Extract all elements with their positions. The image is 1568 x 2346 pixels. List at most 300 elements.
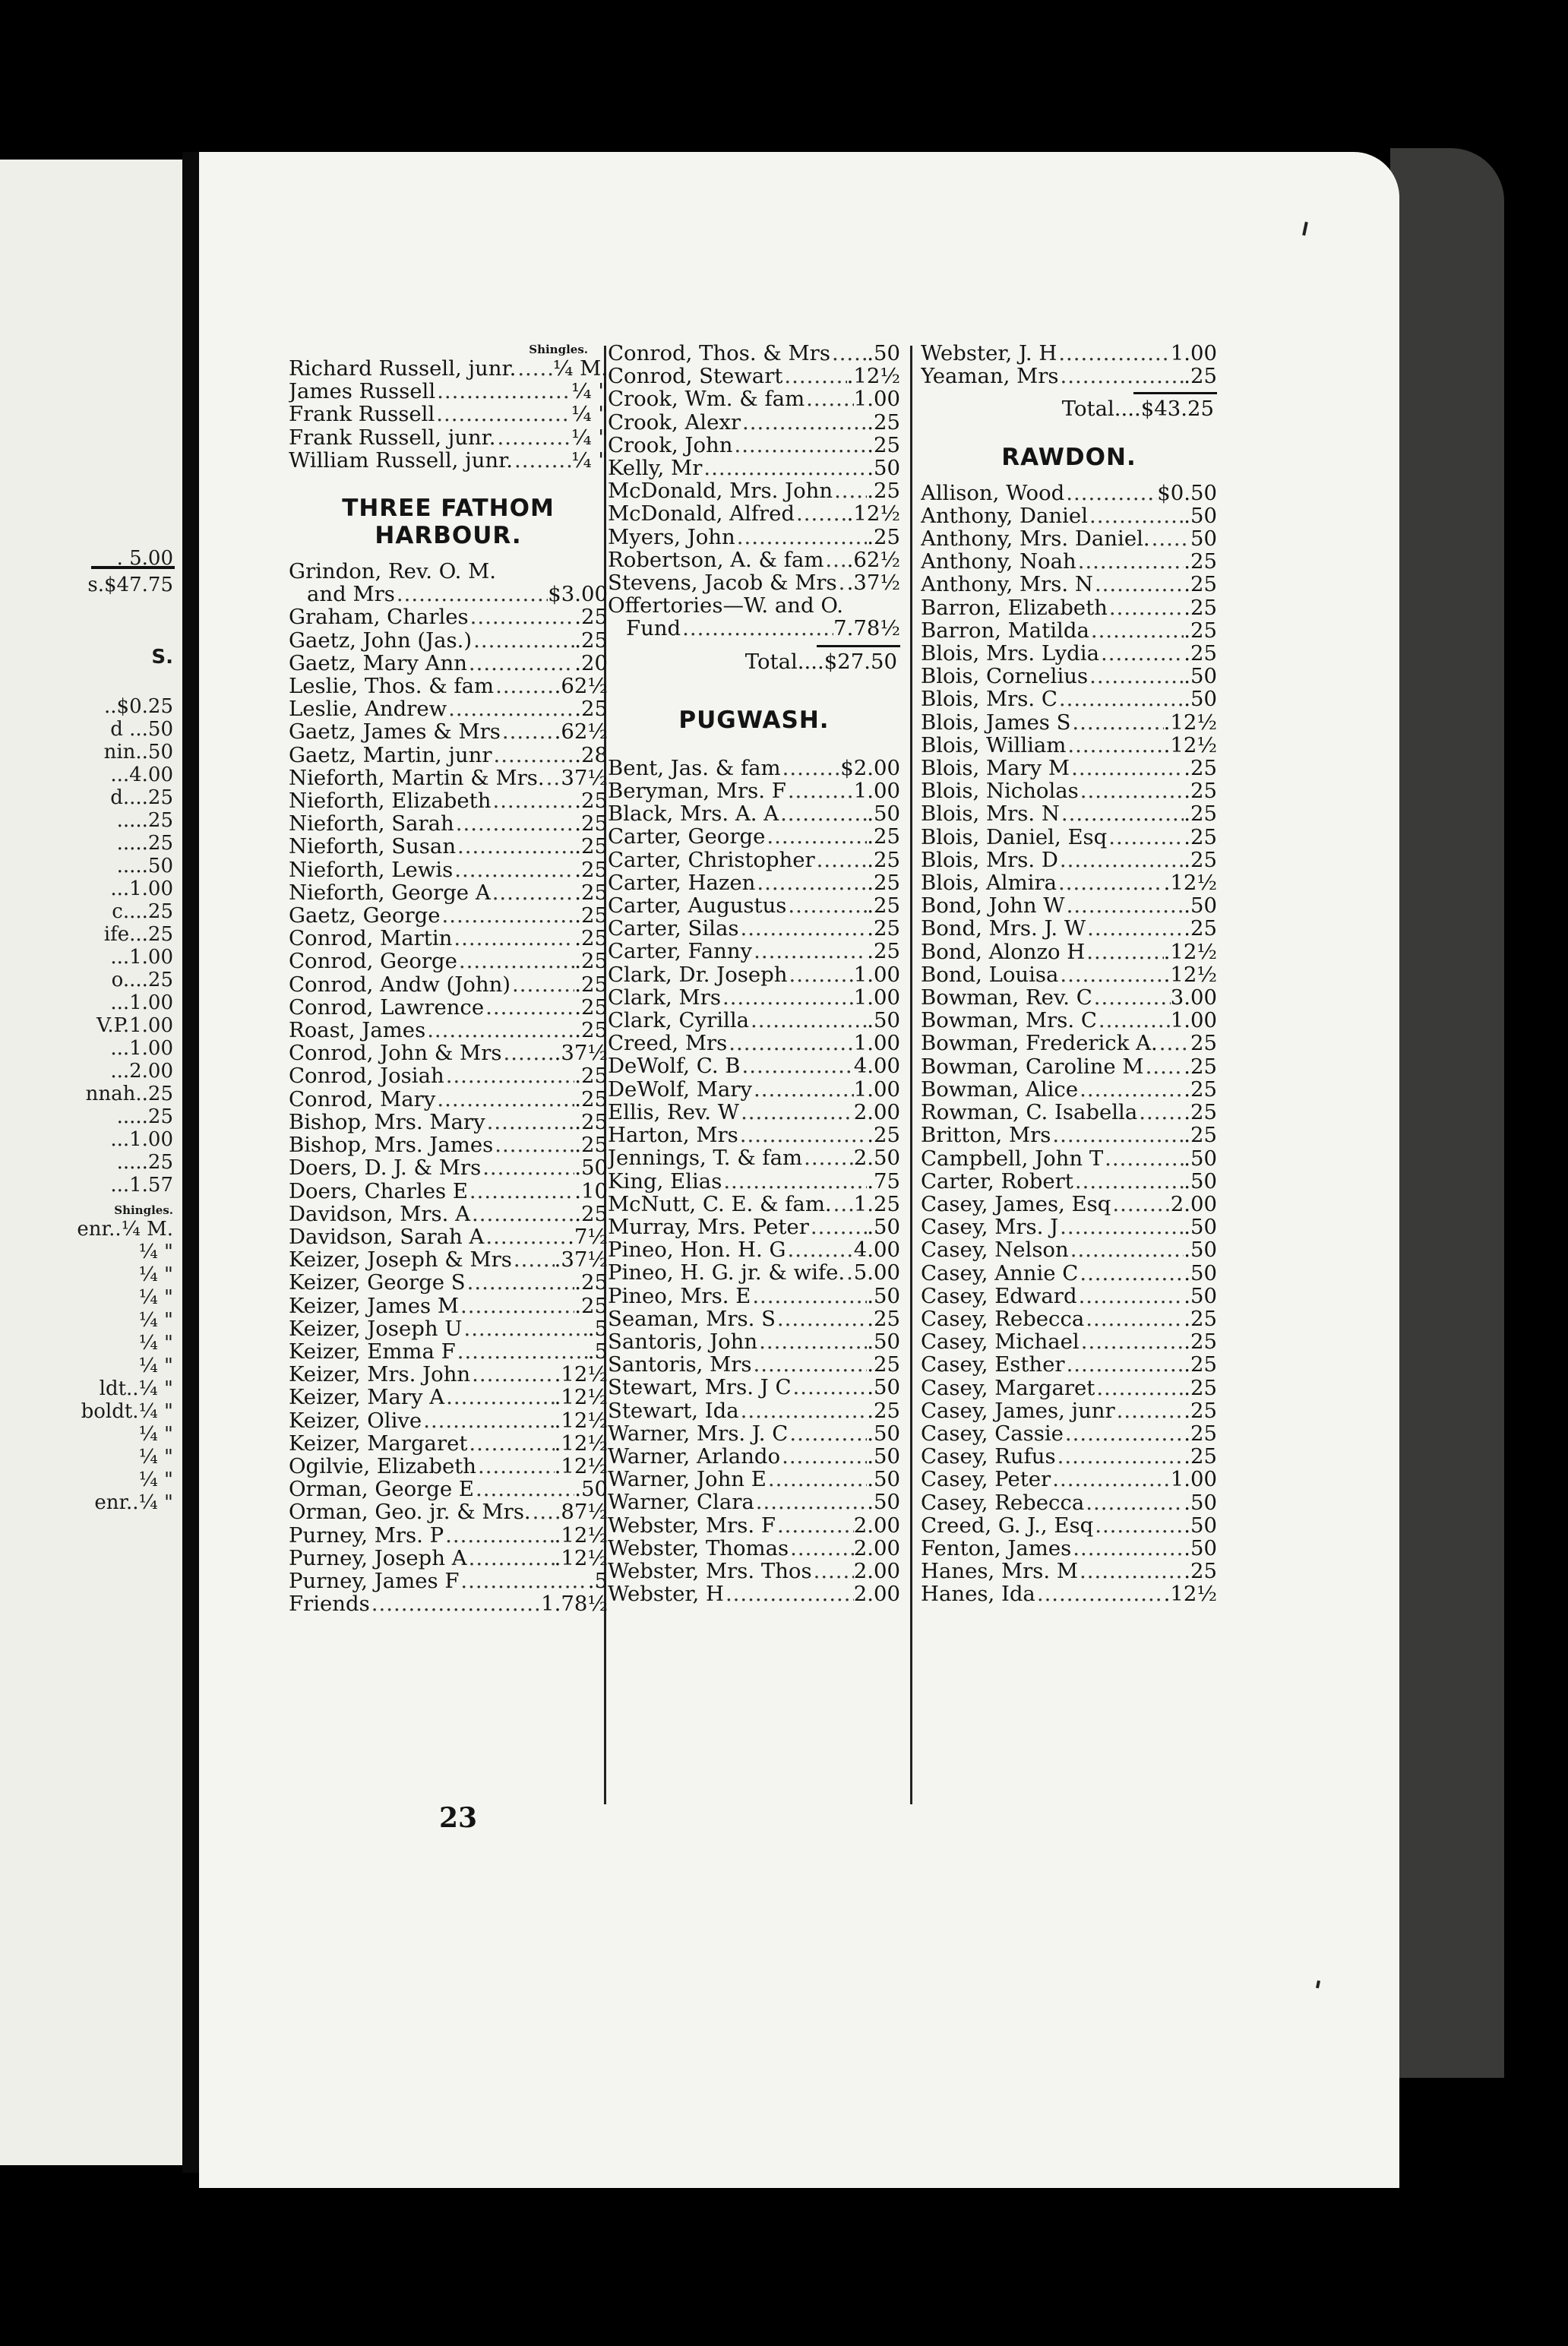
- dot-leader: [1058, 963, 1163, 986]
- entry-amount: .25: [867, 848, 900, 871]
- entry-amount: .12½: [1163, 733, 1217, 757]
- list-item: [921, 596, 1217, 619]
- list-item: [289, 1133, 608, 1156]
- list-item: [608, 1560, 900, 1582]
- fragment-line: Shingles.: [114, 1203, 173, 1217]
- list-item: [921, 734, 1217, 757]
- entry-name: Blois, Mrs. N: [921, 802, 1060, 826]
- entry-name: Jennings, T. & fam: [608, 1146, 803, 1170]
- entry-name: Murray, Mrs. Peter: [608, 1215, 809, 1239]
- fragment-line: ...1.00: [110, 1128, 173, 1151]
- list-item: [289, 697, 608, 720]
- list-item: [921, 779, 1217, 802]
- rawdon-entries: [921, 482, 1217, 1606]
- dot-leader: [833, 479, 867, 502]
- fragment-line: s.$47.75: [87, 574, 173, 596]
- dot-leader: [484, 996, 574, 1019]
- entry-name: Purney, Joseph A: [289, 1546, 467, 1570]
- entry-grindon-line1: Grindon, Rev. O. M.: [289, 560, 497, 583]
- dot-leader: [1078, 1560, 1184, 1582]
- list-item: [289, 858, 608, 881]
- list-item: [289, 1500, 608, 1523]
- dot-leader: [1064, 1422, 1184, 1445]
- entry-amount: .12½: [554, 1546, 608, 1570]
- dot-leader: [1070, 757, 1184, 779]
- entry-amount: .25: [867, 940, 900, 963]
- entry-amount: .12½: [1163, 940, 1217, 963]
- dot-leader: [512, 1248, 555, 1271]
- fragment-line: d ...50: [110, 718, 173, 741]
- entry-name: Bishop, Mrs. James: [289, 1133, 494, 1157]
- list-item: [608, 571, 900, 594]
- dot-leader: [1086, 917, 1184, 940]
- entry-name: Gaetz, George: [289, 904, 441, 928]
- entry-name: Crook, Wm. & fam: [608, 387, 805, 411]
- dot-leader: [493, 1133, 574, 1156]
- dot-leader: [757, 1330, 867, 1353]
- entry-amount: .12½: [846, 502, 900, 526]
- entry-name: Nieforth, Susan: [289, 835, 457, 858]
- dot-leader: [1035, 1582, 1164, 1605]
- entry-name: King, Elias: [608, 1169, 722, 1193]
- entry-amount: .50: [1184, 1491, 1217, 1514]
- dot-leader: [474, 1478, 574, 1500]
- dot-leader: [531, 1500, 561, 1523]
- entry-amount: .25: [1184, 802, 1217, 826]
- dot-leader: [781, 757, 841, 779]
- dot-leader: [755, 871, 867, 894]
- fragment-line: c....25: [112, 900, 173, 923]
- entry-name: Casey, Peter: [921, 1468, 1051, 1491]
- dot-leader: [444, 1524, 554, 1547]
- entry-amount: 4.00: [853, 1054, 900, 1078]
- list-item: [289, 380, 608, 403]
- fragment-line: ¼ ": [138, 1446, 173, 1469]
- entry-name: Webster, Mrs. Thos: [608, 1559, 812, 1583]
- entry-name: Blois, Mary M: [921, 757, 1070, 780]
- entry-name: Pineo, H. G. jr. & wife.: [608, 1261, 846, 1285]
- entry-name: Keizer, James M: [289, 1294, 460, 1317]
- shingles-label: Shingles.: [529, 343, 588, 356]
- list-item: [608, 1193, 900, 1216]
- dot-leader: [501, 1042, 554, 1064]
- entry-amount: 2.00: [853, 1513, 900, 1537]
- entry-amount: .50: [867, 1330, 900, 1354]
- book-cover-edge: [1390, 148, 1504, 2078]
- list-item: [289, 1180, 608, 1203]
- entry-name: Anthony, Daniel: [921, 504, 1088, 528]
- entry-amount: .25: [1184, 618, 1217, 643]
- entry-name: Carter, Silas: [608, 917, 739, 941]
- list-item: [921, 963, 1217, 986]
- list-item: [608, 1353, 900, 1376]
- entry-name: Blois, Mrs. D: [921, 848, 1058, 872]
- list-item: [608, 434, 900, 457]
- dot-leader: [752, 940, 867, 963]
- dot-leader: [765, 825, 867, 848]
- dot-leader: [837, 571, 847, 594]
- list-item: [921, 1468, 1217, 1491]
- entry-name: Keizer, Emma F: [289, 1339, 456, 1364]
- entry-name: Bowman, Alice: [921, 1077, 1079, 1102]
- entry-amount: .25: [867, 1124, 900, 1147]
- fragment-line: ...1.57: [110, 1174, 173, 1197]
- dot-leader: [1078, 1262, 1184, 1285]
- entry-amount: .25: [1184, 1054, 1217, 1078]
- list-item: [289, 1317, 608, 1340]
- list-item: [608, 365, 900, 387]
- entry-name: Blois, Daniel, Esq: [921, 825, 1108, 849]
- entry-amount: .5: [587, 1317, 608, 1340]
- section-heading-three-fathom: THREE FATHOM: [342, 495, 555, 523]
- list-item: [921, 1445, 1217, 1468]
- column2-top-entries: [608, 342, 900, 594]
- entry-name: Conrod, Martin: [289, 927, 453, 950]
- dot-leader: [786, 779, 854, 802]
- list-item: [921, 1032, 1217, 1054]
- fragment-line: .....50: [116, 855, 173, 877]
- list-item: [289, 1088, 608, 1111]
- fragment-line: o....25: [111, 969, 173, 991]
- dot-leader: [370, 1592, 541, 1615]
- list-item: [921, 894, 1217, 917]
- entry-name: Casey, Annie C: [921, 1261, 1079, 1285]
- dot-leader: [492, 744, 575, 767]
- dot-leader: [452, 927, 574, 950]
- entry-name: Harton, Mrs: [608, 1124, 738, 1147]
- list-item: [921, 711, 1217, 734]
- dot-leader: [1057, 688, 1184, 710]
- entry-name: Conrod, Josiah: [289, 1064, 444, 1088]
- fragment-line: ...1.00: [110, 1037, 173, 1060]
- entry-name: Anthony, Noah: [921, 550, 1076, 574]
- entry-name: Clark, Cyrilla: [608, 1009, 750, 1032]
- list-item: [289, 1042, 608, 1064]
- dot-leader: [457, 950, 574, 972]
- dot-leader: [1111, 1193, 1170, 1216]
- list-item: [608, 986, 900, 1009]
- fragment-line: ...4.00: [110, 764, 173, 786]
- entry-amount: .25: [867, 433, 900, 457]
- dot-leader: [739, 1399, 868, 1422]
- list-item: [608, 1032, 900, 1054]
- page-number: 23: [439, 1802, 478, 1834]
- entry-amount: .25: [1184, 1307, 1217, 1331]
- list-item: [608, 1422, 900, 1445]
- entry-name: McDonald, Mrs. John: [608, 479, 833, 503]
- list-item: [921, 1491, 1217, 1514]
- list-item: [921, 1353, 1217, 1376]
- entry-name: Casey, Edward: [921, 1284, 1077, 1307]
- dot-leader: [1088, 665, 1184, 688]
- list-item: [608, 917, 900, 940]
- dot-leader: [467, 652, 574, 675]
- entry-amount: .25: [1184, 779, 1217, 803]
- entry-amount: .25: [574, 789, 608, 813]
- entry-amount: .25: [1184, 825, 1217, 849]
- entry-name: Bowman, Mrs. C: [921, 1009, 1097, 1032]
- entry-amount: 2.00: [853, 1582, 900, 1606]
- entry-name: Crook, Alexr: [608, 410, 741, 434]
- entry-amount: .25: [574, 835, 608, 858]
- entry-amount: 1.25: [853, 1192, 900, 1216]
- dot-leader: [805, 387, 854, 410]
- entry-amount: 1.00: [853, 963, 900, 986]
- list-item: [289, 720, 608, 743]
- list-item: [921, 941, 1217, 963]
- dot-leader: [468, 1180, 574, 1203]
- entry-name: DeWolf, Mary: [608, 1077, 752, 1101]
- fragment-line: . 5.00: [116, 547, 173, 570]
- entry-amount: 3.00: [1170, 986, 1217, 1010]
- entry-name: Conrod, George: [289, 950, 457, 973]
- entry-amount: .50: [1184, 665, 1217, 688]
- entry-name: Conrod, Thos. & Mrs: [608, 342, 830, 365]
- fragment-line: ¼ ": [138, 1309, 173, 1332]
- entry-amount: .12½: [554, 1431, 608, 1455]
- dot-leader: [1060, 802, 1184, 825]
- dot-leader: [741, 1054, 854, 1077]
- list-item: [921, 1216, 1217, 1238]
- entry-amount: .12½: [1163, 963, 1217, 987]
- dot-leader: [782, 365, 846, 387]
- entry-amount: .25: [1184, 1330, 1217, 1354]
- list-item: [608, 1399, 900, 1422]
- entry-amount: .25: [1184, 1101, 1217, 1124]
- entry-amount: .12½: [554, 1523, 608, 1547]
- list-item: [608, 802, 900, 825]
- dot-leader: [845, 1261, 854, 1284]
- list-item: [608, 526, 900, 549]
- dot-leader: [732, 434, 867, 457]
- list-item: [289, 881, 608, 904]
- list-item: [289, 449, 608, 472]
- dot-leader: [435, 1088, 574, 1111]
- entry-name: Beryman, Mrs. F: [608, 779, 786, 803]
- entry-amount: .25: [574, 995, 608, 1020]
- fragment-line: ...1.00: [110, 877, 173, 900]
- entry-name: Kelly, Mr: [608, 457, 703, 480]
- list-item: [289, 835, 608, 858]
- entry-amount: ¼ M.: [552, 357, 608, 381]
- entry-amount: .50: [867, 457, 900, 480]
- entry-amount: .50: [1184, 894, 1217, 918]
- entry-amount: .50: [1184, 1261, 1217, 1285]
- dot-leader: [1073, 1170, 1184, 1193]
- dot-leader: [444, 1386, 555, 1409]
- entry-name: Conrod, Stewart: [608, 365, 783, 388]
- total-rule: [817, 645, 900, 647]
- entry-amount: $0.50: [1157, 481, 1217, 504]
- entry-name: Gaetz, John (Jas.): [289, 628, 473, 652]
- dot-leader: [1093, 573, 1184, 596]
- dot-leader: [787, 963, 853, 986]
- entry-name: Pineo, Mrs. E: [608, 1284, 751, 1307]
- dot-leader: [1059, 365, 1184, 387]
- entry-name: Rowman, C. Isabella: [921, 1101, 1138, 1124]
- dot-leader: [1051, 1468, 1171, 1491]
- entry-name: Blois, Cornelius: [921, 665, 1089, 688]
- entry-name: Barron, Elizabeth: [921, 596, 1108, 619]
- entry-name: Orman, George E: [289, 1478, 474, 1501]
- fragment-line: ¼ ": [138, 1469, 173, 1491]
- entry-amount: .37½: [554, 1248, 608, 1272]
- column-rule-2: [910, 346, 912, 1804]
- dot-leader: [1084, 1307, 1184, 1330]
- entry-name: Blois, Mrs. C: [921, 688, 1057, 711]
- list-item: [608, 1330, 900, 1353]
- dot-leader: [830, 342, 867, 365]
- list-item: [921, 1124, 1217, 1146]
- dot-leader: [751, 1285, 867, 1307]
- entry-amount: .25: [867, 894, 900, 918]
- entry-amount: .25: [1184, 848, 1217, 872]
- entry-name: James Russell: [289, 380, 436, 403]
- list-item: [289, 1203, 608, 1225]
- dot-leader: [788, 1422, 867, 1445]
- entry-amount: .50: [1184, 1284, 1217, 1307]
- dot-leader: [1058, 1216, 1184, 1238]
- list-item: [608, 549, 900, 571]
- entry-amount: 4.00: [853, 1238, 900, 1262]
- total-rule: [1133, 392, 1217, 394]
- entry-amount: .25: [574, 881, 608, 905]
- entry-name: Britton, Mrs: [921, 1124, 1051, 1147]
- entry-name: Nieforth, Elizabeth: [289, 789, 492, 813]
- list-item: [289, 1547, 608, 1570]
- list-item: [289, 1064, 608, 1087]
- entry-amount: .25: [1184, 573, 1217, 596]
- list-item: [289, 767, 608, 789]
- entry-amount: 37½: [561, 766, 608, 790]
- list-item: [289, 1386, 608, 1409]
- dot-leader: [1088, 504, 1184, 527]
- entry-amount: .62½: [846, 548, 900, 572]
- list-item: [608, 1146, 900, 1169]
- total-line: Total....$27.50: [744, 649, 897, 674]
- entry-amount: ¼ ": [571, 425, 608, 449]
- dot-leader: [824, 549, 846, 571]
- list-item: [921, 1377, 1217, 1399]
- entry-amount: .50: [867, 802, 900, 826]
- entry-name: Warner, Arlando: [608, 1444, 781, 1469]
- entry-name: Keizer, Joseph U: [289, 1317, 463, 1340]
- entry-name: Keizer, Mrs. John: [289, 1363, 471, 1386]
- entry-name: William Russell, junr.: [289, 448, 513, 473]
- entry-amount: 1.00: [853, 1032, 900, 1055]
- entry-name: Casey, Mrs. J: [921, 1216, 1059, 1239]
- entry-name: Bond, Louisa: [921, 963, 1059, 987]
- entry-amount: .25: [574, 858, 608, 881]
- entry-amount: .12½: [846, 365, 900, 388]
- entry-amount: .25: [867, 825, 900, 849]
- list-item: [921, 688, 1217, 710]
- list-item: [608, 1124, 900, 1146]
- entry-amount: .28: [574, 743, 608, 767]
- entry-amount: 1.00: [853, 985, 900, 1010]
- entry-name: Stevens, Jacob & Mrs: [608, 571, 837, 595]
- dot-leader: [545, 767, 561, 789]
- list-item: [921, 504, 1217, 527]
- entry-amount: ¼ ": [571, 448, 608, 473]
- pugwash-entries: [608, 757, 900, 1606]
- entry-amount: .20: [574, 651, 608, 675]
- entry-amount: 1.00: [853, 1077, 900, 1101]
- dot-leader: [1077, 1285, 1184, 1307]
- list-item: [289, 950, 608, 972]
- dot-leader: [767, 1468, 867, 1491]
- list-item: [921, 1514, 1217, 1537]
- list-item: [608, 1238, 900, 1261]
- dot-leader: [738, 1124, 868, 1146]
- dot-leader: [422, 1409, 554, 1432]
- dot-leader: [485, 1111, 575, 1133]
- entry-name: Campbell, John T: [921, 1146, 1104, 1170]
- fragment-line: ¼ ": [138, 1241, 173, 1263]
- list-item: [921, 1055, 1217, 1078]
- list-item: [608, 940, 900, 963]
- entry-name: Ellis, Rev. W: [608, 1100, 740, 1124]
- entry-amount: .50: [574, 1156, 608, 1180]
- dot-leader: [815, 849, 868, 871]
- fragment-line: ¼ ": [138, 1423, 173, 1446]
- fragment-line: ...1.00: [110, 991, 173, 1014]
- dot-leader: [749, 1009, 867, 1032]
- dot-leader: [1137, 1101, 1184, 1124]
- list-item: [608, 387, 900, 410]
- dot-leader: [435, 380, 571, 403]
- list-item: [921, 917, 1217, 940]
- entry-amount: .25: [1184, 642, 1217, 666]
- entry-name: Nieforth, Martin & Mrs.: [289, 766, 545, 790]
- entry-amount: .25: [574, 812, 608, 836]
- dot-leader: [789, 1537, 854, 1560]
- list-item: [289, 744, 608, 767]
- list-item: [921, 642, 1217, 665]
- dot-leader: [1065, 894, 1184, 917]
- entry-name: Crook, John: [608, 433, 733, 457]
- entry-amount: .62½: [554, 675, 608, 698]
- entry-name: Blois, William: [921, 733, 1067, 757]
- dot-leader: [795, 502, 847, 525]
- entry-amount: .62½: [554, 720, 608, 744]
- entry-name: Anthony, Mrs. Daniel.: [921, 527, 1150, 551]
- entry-amount: .75: [867, 1169, 900, 1193]
- entry-amount: 1.00: [1170, 1468, 1217, 1491]
- dot-leader: [1097, 1009, 1171, 1032]
- entry-name: Casey, James, Esq: [921, 1192, 1111, 1216]
- entry-amount: .50: [867, 1215, 900, 1239]
- list-item: [921, 986, 1217, 1009]
- list-item: [608, 1170, 900, 1193]
- entry-name: McDonald, Alfred: [608, 502, 795, 526]
- list-item: [921, 757, 1217, 779]
- entry-name: Graham, Charles: [289, 605, 469, 629]
- column-rawdon: [921, 342, 1217, 1606]
- entry-amount: .25: [574, 1019, 608, 1042]
- entry-amount: .25: [574, 1202, 608, 1225]
- list-item: [921, 1193, 1217, 1216]
- entry-amount: .25: [1184, 1560, 1217, 1583]
- entry-name: Casey, Nelson: [921, 1238, 1069, 1262]
- fragment-line: ¼ ": [138, 1263, 173, 1286]
- dot-leader: [1115, 1399, 1184, 1422]
- fragment-line: ¼ ": [138, 1286, 173, 1309]
- dot-leader: [1056, 1445, 1184, 1468]
- list-item: [289, 1592, 608, 1615]
- dot-leader: [447, 697, 574, 720]
- entry-name: Carter, Christopher: [608, 848, 815, 871]
